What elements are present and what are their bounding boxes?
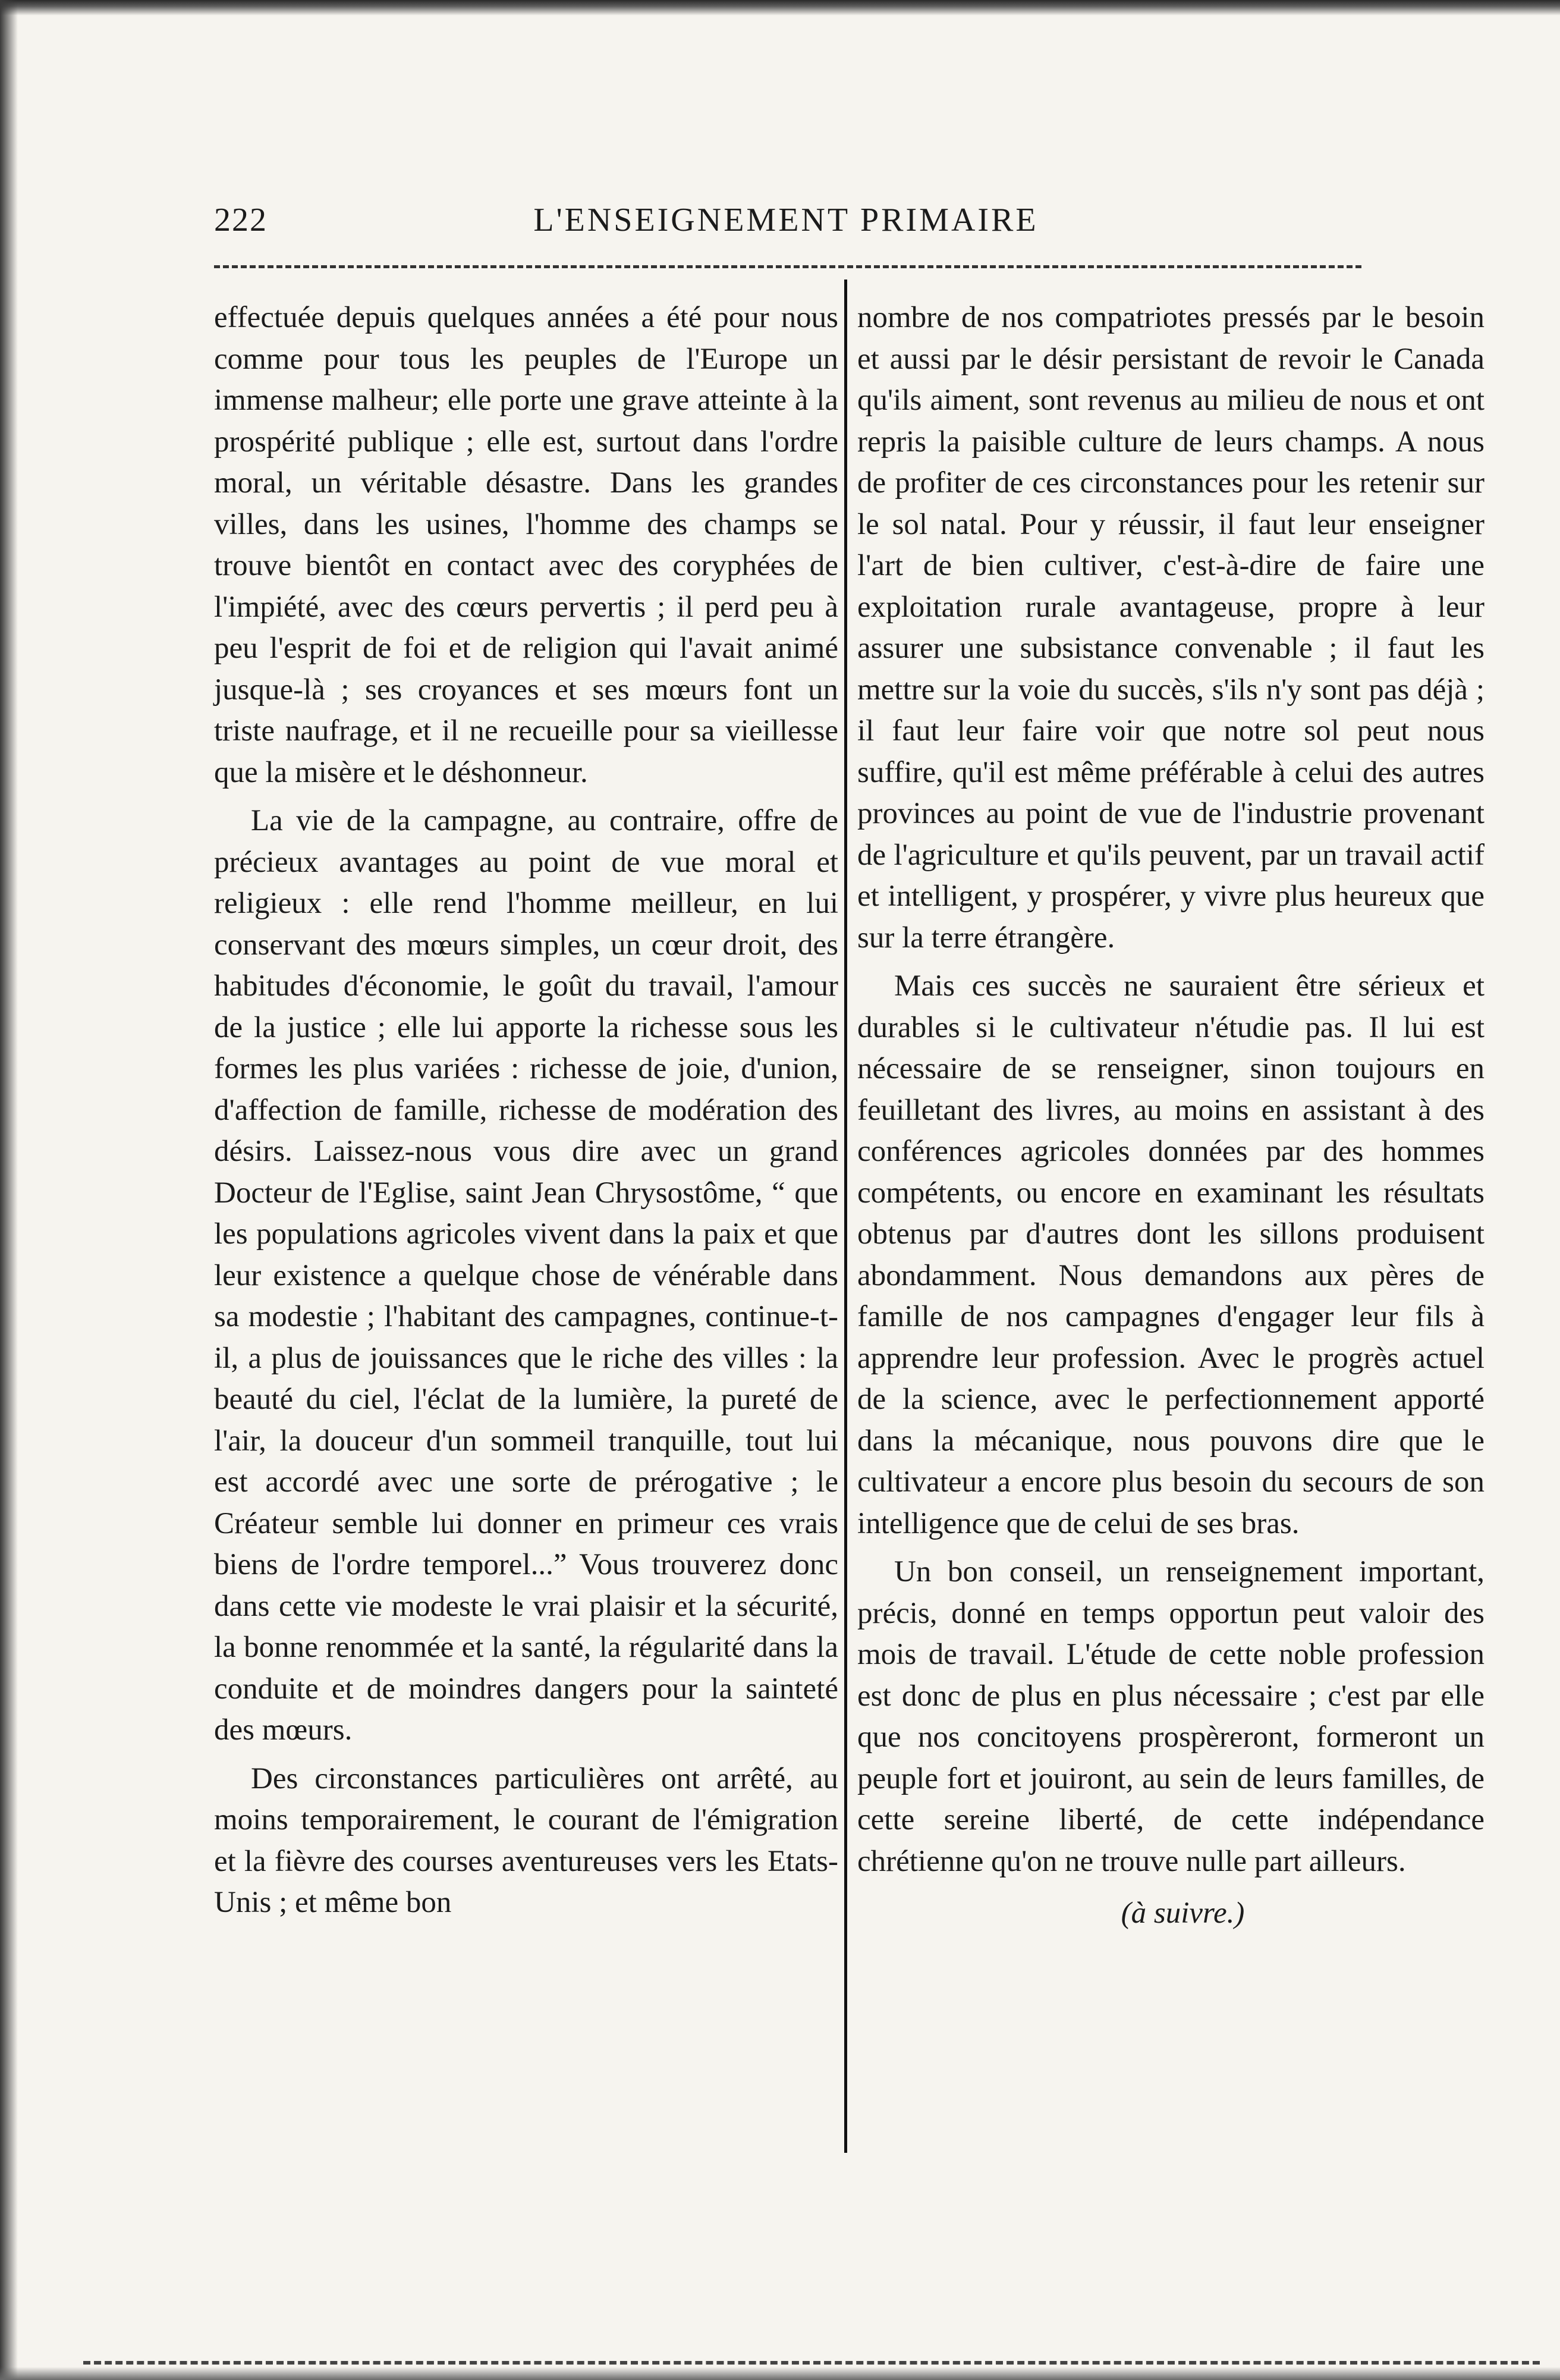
paragraph: Mais ces succès ne sauraient être sérieux et durables si le cultivateur n'étudie pas. Il lui est nécessaire de se renseigner, sinon toujours en feuilletant des livres, au moins en assistant à des conférences agricoles données par des hommes compétents, ou encore en examinant les résultats obtenus par d'autres dont les sillons produisent abondamment. Nous demandons aux pères de famille de nos campagnes d'engager leur fils à apprendre leur profession. Avec le progrès actuel de la science, avec le perfectionnement apporté dans la mécanique, nous pouvons dire que le cultivateur a encore plus besoin du secours de son intelligence que de celui de ses bras. — [857, 969, 1484, 1540]
paragraph: effectuée depuis quelques années a été pour nous comme pour tous les peuples de l'Europe un immense malheur; elle porte une grave atteinte à la prospérité publique ; elle est, surtout dans l'ordre moral, un véritable désastre. Dans les grandes villes, dans les usines, l'homme des champs se trouve bientôt en contact avec des coryphées de l'impiété, avec des cœurs pervertis ; il perd peu à peu l'esprit de foi et de religion qui l'avait animé jusque-là ; ses croyances et ses mœurs font un triste naufrage, et il ne recueille pour sa vieillesse que la misère et le déshonneur. — [214, 301, 838, 789]
running-title: L'ENSEIGNEMENT PRIMAIRE — [533, 202, 1039, 238]
paragraph: Un bon conseil, un renseignement important, précis, donné en temps opportun peut valoir des mois de travail. L'étude de cette noble profession est donc de plus en plus nécessaire ; c'est par elle que nos concitoyens prospèreront, formeront un peuple fort et jouiront, au sein de leurs familles, de cette sereine liberté, de cette indépendance chrétienne qu'on ne trouve nulle part ailleurs. — [857, 1555, 1484, 1878]
header-rule — [214, 265, 1361, 268]
scan-edge-top — [0, 0, 1560, 15]
paragraph: nombre de nos compatriotes pressés par le besoin et aussi par le désir persistant de revoir le Canada qu'ils aiment, sont revenus au milieu de nous et ont repris la paisible culture de leurs champs. A nous de profiter de ces circonstances pour les retenir sur le sol natal. Pour y réussir, il faut leur enseigner l'art de bien cultiver, c'est-à-dire de faire une exploitation rurale avantageuse, propre à leur assurer une subsistance convenable ; il faut les mettre sur la voie du succès, s'ils n'y sont pas déjà ; il faut leur faire voir que notre sol peut nous suffire, qu'il est même préférable à celui des autres provinces au point de vue de l'industrie provenant de l'agriculture et qu'ils peuvent, par un travail actif et intelligent, y prospérer, y vivre plus heureux que sur la terre étrangère. — [857, 301, 1484, 954]
page-number: 222 — [214, 202, 268, 238]
scan-edge-bottom — [0, 2367, 1560, 2380]
column-divider — [844, 280, 847, 2153]
right-column — [857, 297, 1484, 1935]
scan-edge-left — [0, 0, 18, 2380]
paragraph: La vie de la campagne, au contraire, offre de précieux avantages au point de vue moral et religieux : elle rend l'homme meilleur, en lui conservant des mœurs simples, un cœur droit, des habitudes d'économie, le goût du travail, l'amour de la justice ; elle lui apporte la richesse sous les formes les plus variées : richesse de joie, d'union, d'affection de famille, richesse de modération des désirs. Laissez-nous vous dire avec un grand Docteur de l'Eglise, saint Jean Chrysostôme, “ que les populations agricoles vivent dans la paix et que leur existence a quelque chose de vénérable dans sa modestie ; l'habitant des campagnes, continue-t-il, a plus de jouissances que le riche des villes : la beauté du ciel, l'éclat de la lumière, la pureté de l'air, la douceur d'un sommeil tranquille, tout lui est accordé avec une sorte de prérogative ; le Créateur semble lui donner en primeur ces vrais biens de l'ordre temporel...” Vous trouverez donc dans cette vie modeste le vrai plaisir et la sécurité, la bonne renommée et la santé, la régularité dans la conduite et de moindres dangers pour la sainteté des mœurs. — [214, 804, 838, 1747]
paragraph: Des circonstances particulières ont arrêté, au moins temporairement, le courant de l'émigration et la fièvre des courses aventureuses vers les Etats-Unis ; et même bon — [214, 1762, 838, 1919]
footer-rule — [83, 2361, 1540, 2365]
page-header — [208, 201, 1364, 249]
left-column — [214, 297, 838, 1931]
continuation-note: (à suivre.) — [1121, 1897, 1245, 1930]
